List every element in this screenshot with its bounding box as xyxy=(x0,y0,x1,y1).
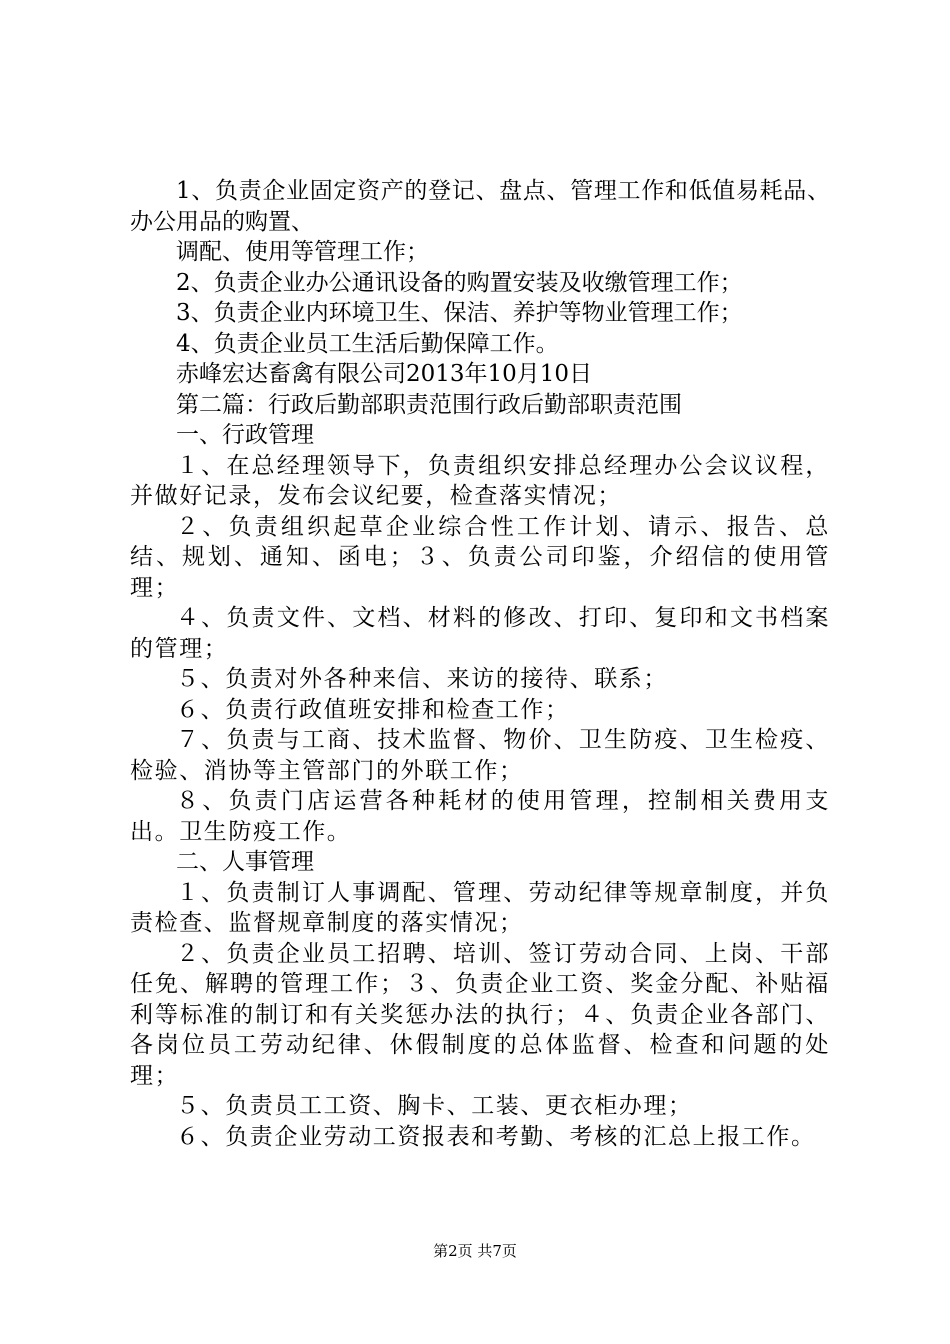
page-footer xyxy=(0,1241,950,1261)
section-heading: 二、人事管理 xyxy=(176,849,314,875)
paragraph: 3、负责企业内环境卫生、保洁、养护等物业管理工作； xyxy=(176,300,743,326)
paragraph: １、在总经理领导下，负责组织安排总经理办公会议议程，并做好记录，发布会议纪要，检查落实情况； xyxy=(130,452,830,509)
section-heading: 第二篇：行政后勤部职责范围行政后勤部职责范围 xyxy=(176,391,682,418)
paragraph: ６、负责企业劳动工资报表和考勤、考核的汇总上报工作。 xyxy=(176,1123,816,1150)
paragraph: ４、负责文件、文档、材料的修改、打印、复印和文书档案的管理； xyxy=(130,605,830,662)
paragraph: ６、负责行政值班安排和检查工作； xyxy=(176,696,570,723)
paragraph: １、负责制订人事调配、管理、劳动纪律等规章制度，并负责检查、监督规章制度的落实情况； xyxy=(130,879,830,936)
paragraph: ５、负责对外各种来信、来访的接待、联系； xyxy=(176,666,668,692)
document-body xyxy=(130,176,830,1152)
paragraph: 2、负责企业办公通讯设备的购置安装及收缴管理工作； xyxy=(176,269,743,296)
page-number-label: 第2页 共7页 xyxy=(433,1242,517,1260)
paragraph: 4、负责企业员工生活后勤保障工作。 xyxy=(176,330,559,357)
paragraph: ２、负责组织起草企业综合性工作计划、请示、报告、总结、规划、通知、函电；３、负责公司印鉴，介绍信的使用管理； xyxy=(130,513,830,601)
paragraph: ５、负责员工工资、胸卡、工装、更衣柜办理； xyxy=(176,1093,693,1119)
paragraph: 1、负责企业固定资产的登记、盘点、管理工作和低值易耗品、办公用品的购置、 xyxy=(130,178,830,235)
paragraph: ７、负责与工商、技术监督、物价、卫生防疫、卫生检疫、检验、消协等主管部门的外联工作； xyxy=(130,727,830,784)
paragraph: ２、负责企业员工招聘、培训、签订劳动合同、上岗、干部任免、解聘的管理工作；３、负责企业工资、奖金分配、补贴福利等标准的制订和有关奖惩办法的执行；４、负责企业各部门、各岗位员工劳动纪律、休假制度的总体监督、检查和问题的处理； xyxy=(130,940,830,1089)
paragraph: 调配、使用等管理工作； xyxy=(176,239,429,265)
paragraph: ８、负责门店运营各种耗材的使用管理，控制相关费用支出。卫生防疫工作。 xyxy=(130,788,830,845)
section-heading: 一、行政管理 xyxy=(176,422,314,448)
paragraph: 赤峰宏达畜禽有限公司2013年10月10日 xyxy=(176,361,593,387)
